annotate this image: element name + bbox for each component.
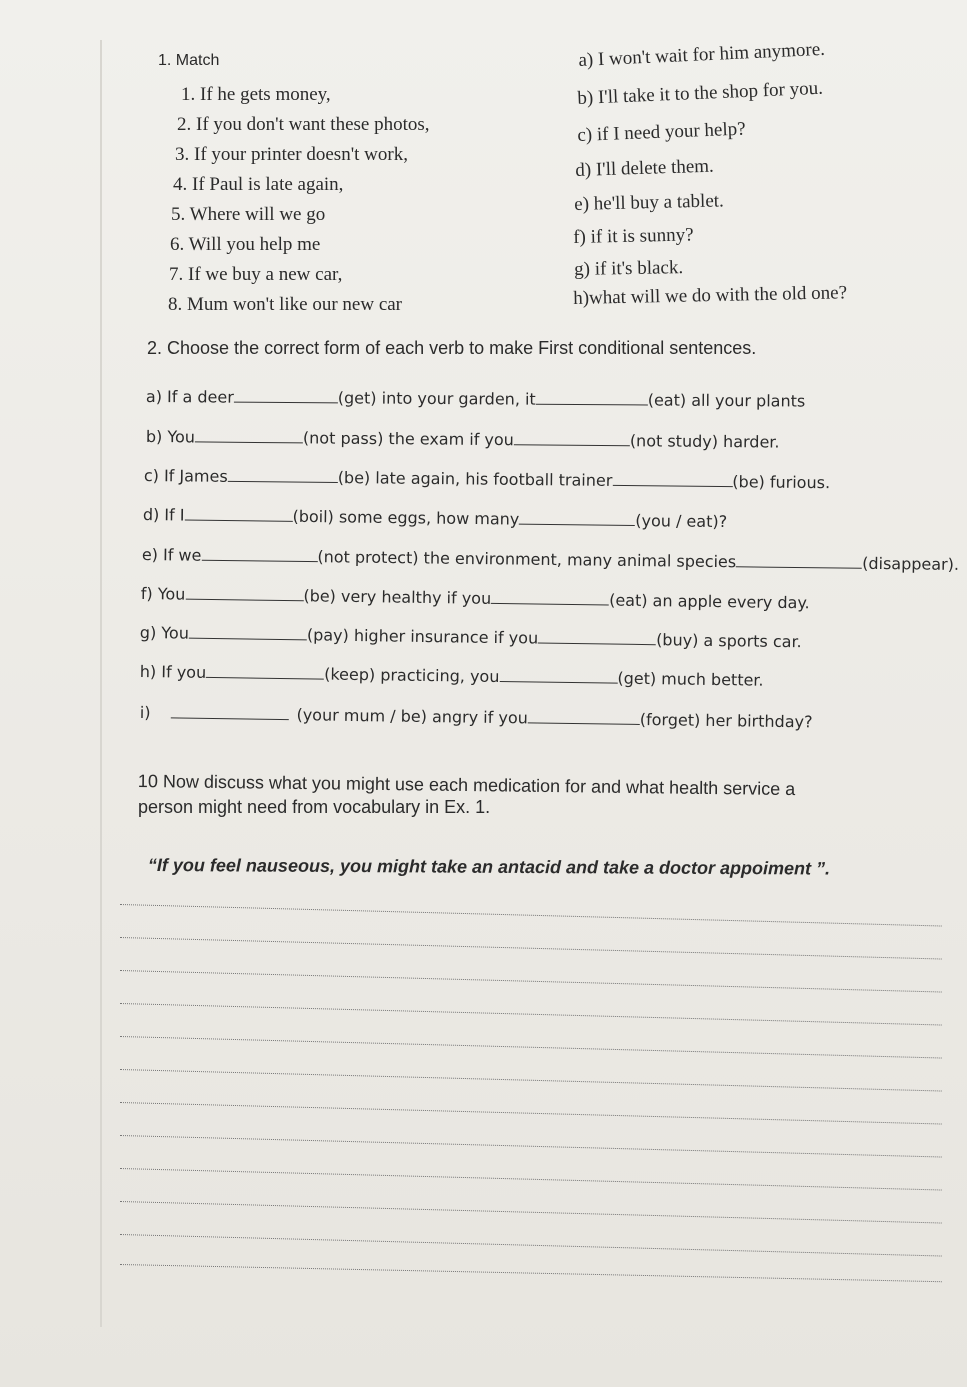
answer-blank[interactable] <box>189 624 307 641</box>
answer-blank[interactable] <box>736 552 862 569</box>
sentence-part: (eat) an apple every day. <box>609 590 810 613</box>
sentence-part: (disappear). <box>862 553 960 574</box>
answer-blank[interactable] <box>538 629 656 646</box>
answer-blank[interactable] <box>195 427 303 443</box>
answer-blank[interactable] <box>499 667 617 684</box>
answer-blank[interactable] <box>491 589 609 606</box>
sentence-part: (not study) harder. <box>629 431 780 452</box>
match-right-item: d) I'll delete them. <box>575 155 715 181</box>
exercise-10-instruction-line2: person might need from vocabulary in Ex. 1. <box>138 797 491 817</box>
sentence-c <box>144 466 830 492</box>
match-right-item: g) if it's black. <box>574 257 684 280</box>
sentence-f <box>141 584 810 612</box>
answer-blank[interactable] <box>201 546 317 562</box>
sentence-part: (you / eat)? <box>635 511 728 532</box>
sentence-part: (keep) practicing, you <box>324 664 500 687</box>
sentence-part: (forget) her birthday? <box>639 709 813 732</box>
sentence-part: (boil) some eggs, how many <box>292 506 520 529</box>
sentence-i <box>140 703 813 731</box>
sentence-d <box>143 505 728 531</box>
sentence-part: (not protect) the environment, many animal species <box>317 547 737 572</box>
match-right-item: e) he'll buy a tablet. <box>574 190 725 215</box>
sentence-part: (be) late again, his football trainer <box>337 468 613 490</box>
dotted-answer-line[interactable] <box>120 1003 942 1026</box>
exercise-10-instruction-line1: 10 Now discuss what you might use each medication for and what health service a <box>137 771 796 800</box>
exercise-1-title: 1. Match <box>158 52 220 69</box>
sentence-part: (your mum / be) angry if you <box>296 705 528 728</box>
sentence-h <box>140 662 764 690</box>
answer-blank[interactable] <box>536 390 648 406</box>
answer-blank[interactable] <box>184 506 292 522</box>
match-left-item: 7. If we buy a new car, <box>169 264 343 285</box>
sentence-part: (be) furious. <box>732 472 831 493</box>
sentence-part: (eat) all your plants <box>647 390 806 411</box>
match-right-item: b) I'll take it to the shop for you. <box>577 77 824 109</box>
dotted-answer-line[interactable] <box>120 937 942 960</box>
exercise-2-title: 2. Choose the correct form of each verb to make First conditional sentences. <box>147 338 757 358</box>
answer-blank[interactable] <box>612 471 732 487</box>
dotted-answer-line[interactable] <box>120 970 942 993</box>
dotted-answer-line[interactable] <box>120 1102 942 1125</box>
sentence-part: i) <box>139 703 151 723</box>
sentence-b <box>146 427 780 452</box>
answer-blank[interactable] <box>519 510 635 526</box>
match-right-item: f) if it is sunny? <box>573 224 694 248</box>
match-left-item: 5. Where will we go <box>171 204 326 225</box>
dotted-answer-line[interactable] <box>120 1069 942 1092</box>
answer-blank[interactable] <box>185 585 303 602</box>
sentence-part: (not pass) the exam if you <box>302 428 514 450</box>
match-left-item: 6. Will you help me <box>170 234 321 255</box>
sentence-part: (get) into your garden, it <box>337 388 536 409</box>
dotted-answer-line[interactable] <box>120 1036 942 1059</box>
sentence-part: a) If a deer <box>145 387 234 407</box>
sentence-part: g) You <box>139 623 190 643</box>
answer-blank[interactable] <box>514 430 630 446</box>
dotted-answer-line[interactable] <box>120 904 942 927</box>
match-right-item: h)what will we do with the old one? <box>573 282 848 309</box>
sentence-e <box>142 545 959 574</box>
dotted-answer-line[interactable] <box>120 1234 942 1257</box>
sentence-part: (buy) a sports car. <box>656 630 802 652</box>
dotted-answer-line[interactable] <box>120 1264 942 1282</box>
dotted-answer-line[interactable] <box>120 1135 942 1158</box>
answer-blank[interactable] <box>528 708 640 725</box>
match-left-item: 4. If Paul is late again, <box>173 174 344 195</box>
match-left-item: 8. Mum won't like our new car <box>168 294 403 315</box>
sentence-part: f) You <box>140 584 186 604</box>
answer-blank[interactable] <box>228 467 338 483</box>
sentence-part: c) If James <box>143 466 228 486</box>
sentence-part: b) You <box>145 427 196 447</box>
sentence-part: e) If we <box>141 545 202 565</box>
sentence-part: d) If I <box>142 505 185 525</box>
dotted-answer-line[interactable] <box>120 1168 942 1191</box>
match-left-item: 2. If you don't want these photos, <box>177 114 430 135</box>
answer-blank[interactable] <box>170 703 288 720</box>
sentence-part: (get) much better. <box>617 668 764 690</box>
page-margin-line <box>100 40 102 1327</box>
sentence-g <box>140 623 802 651</box>
sentence-part: (pay) higher insurance if you <box>306 625 539 648</box>
match-right-item: a) I won't wait for him anymore. <box>578 38 826 71</box>
answer-blank[interactable] <box>206 663 324 680</box>
match-left-item: 3. If your printer doesn't work, <box>175 144 408 165</box>
match-left-item: 1. If he gets money, <box>181 84 331 105</box>
sentence-part: (be) very healthy if you <box>303 586 492 608</box>
answer-blank[interactable] <box>234 388 338 404</box>
example-sentence: “If you feel nauseous, you might take an antacid and take a doctor appoiment ”. <box>147 855 831 879</box>
dotted-answer-line[interactable] <box>120 1201 942 1224</box>
match-right-item: c) if I need your help? <box>577 118 746 146</box>
sentence-a <box>146 387 805 411</box>
sentence-part: h) If you <box>139 662 207 682</box>
